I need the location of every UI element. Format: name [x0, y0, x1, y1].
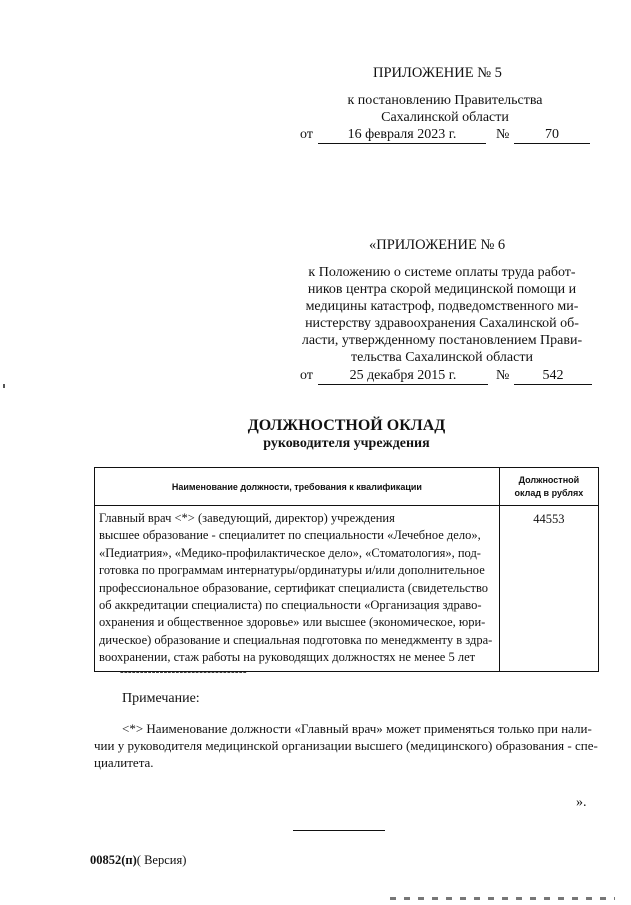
note-line3: циалитета.: [94, 755, 154, 770]
appendix6-line: нистерству здравоохранения Сахалинской об-: [305, 316, 579, 331]
position-line: высшее образование - специалитет по специальности «Лечебное дело»,: [99, 528, 481, 543]
appendix6-line: ласти, утвержденному постановлением Прави-: [301, 333, 583, 348]
table-header-salary-line2: оклад в рублях: [514, 487, 584, 498]
closing-quote: ».: [576, 795, 587, 810]
document-code-number: 00852(п): [90, 853, 137, 867]
position-line: воохранении, стаж работы на руководящих должностях не менее 5 лет: [99, 650, 476, 665]
appendix6-line: медицины катастроф, подведомственного ми-: [305, 299, 579, 314]
document-version: ( Версия): [136, 853, 187, 867]
appendix6-title: «ПРИЛОЖЕНИЕ № 6: [369, 237, 506, 253]
appendix5-from-label: от: [300, 127, 313, 142]
position-line: готовка по программам интернатуры/ординатуры и/или дополнительное: [99, 563, 485, 578]
page-subtitle: руководителя учреждения: [263, 436, 430, 451]
table-header-position: Наименование должности, требования к квалификации: [95, 468, 500, 506]
appendix6-line: тельства Сахалинской области: [351, 350, 533, 365]
table-cell-position: [95, 506, 500, 672]
position-line: об аккредитации специалиста) по специальности «Организация здраво-: [99, 598, 482, 613]
footnote-separator: --------------------------------: [120, 666, 247, 678]
scan-mark: [3, 384, 5, 388]
position-line: дическое) образование и специальная подготовка по менеджменту в здра-: [99, 632, 493, 647]
position-line: «Педиатрия», «Медико-профилактическое дело», «Стоматология», под-: [99, 545, 481, 560]
position-line: профессиональное образование, сертификат специалиста (свидетельство: [99, 580, 489, 595]
table-header-salary: [499, 468, 598, 506]
salary-table: [94, 467, 599, 672]
table-cell-salary: 44553: [499, 506, 598, 672]
table-header-salary-line1: Должностной: [518, 474, 580, 485]
page-title: ДОЛЖНОСТНОЙ ОКЛАД: [247, 417, 446, 434]
closing-rule: [293, 830, 385, 831]
note-line2: чии у руководителя медицинской организации высшего (медицинского) образования - спе-: [94, 738, 598, 753]
appendix5-title: ПРИЛОЖЕНИЕ № 5: [373, 65, 502, 81]
appendix5-date: 16 февраля 2023 г.: [318, 126, 486, 144]
table-header-row: [95, 468, 599, 506]
appendix5-line2: Сахалинской области: [381, 110, 509, 125]
appendix6-line: к Положению о системе оплаты труда работ-: [308, 265, 576, 280]
note-line1: <*> Наименование должности «Главный врач» может применяться только при нали-: [122, 721, 592, 736]
note-label: Примечание:: [122, 691, 200, 706]
document-code: [90, 852, 186, 869]
appendix6-number: 542: [514, 367, 592, 385]
appendix5-line1: к постановлению Правительства: [347, 93, 543, 108]
appendix6-from-label: от: [300, 368, 313, 383]
position-line: Главный врач <*> (заведующий, директор) учреждения: [99, 511, 395, 525]
position-line: охранения и общественное здоровье» или высшее (экономическое, юри-: [99, 615, 486, 630]
appendix6-date: 25 декабря 2015 г.: [318, 367, 488, 385]
scan-edge-marks: [390, 897, 615, 900]
appendix6-num-label: №: [496, 368, 510, 383]
appendix5-number: 70: [514, 126, 590, 144]
table-row: [95, 506, 599, 672]
appendix5-num-label: №: [496, 127, 510, 142]
appendix6-line: ников центра скорой медицинской помощи и: [307, 282, 577, 297]
